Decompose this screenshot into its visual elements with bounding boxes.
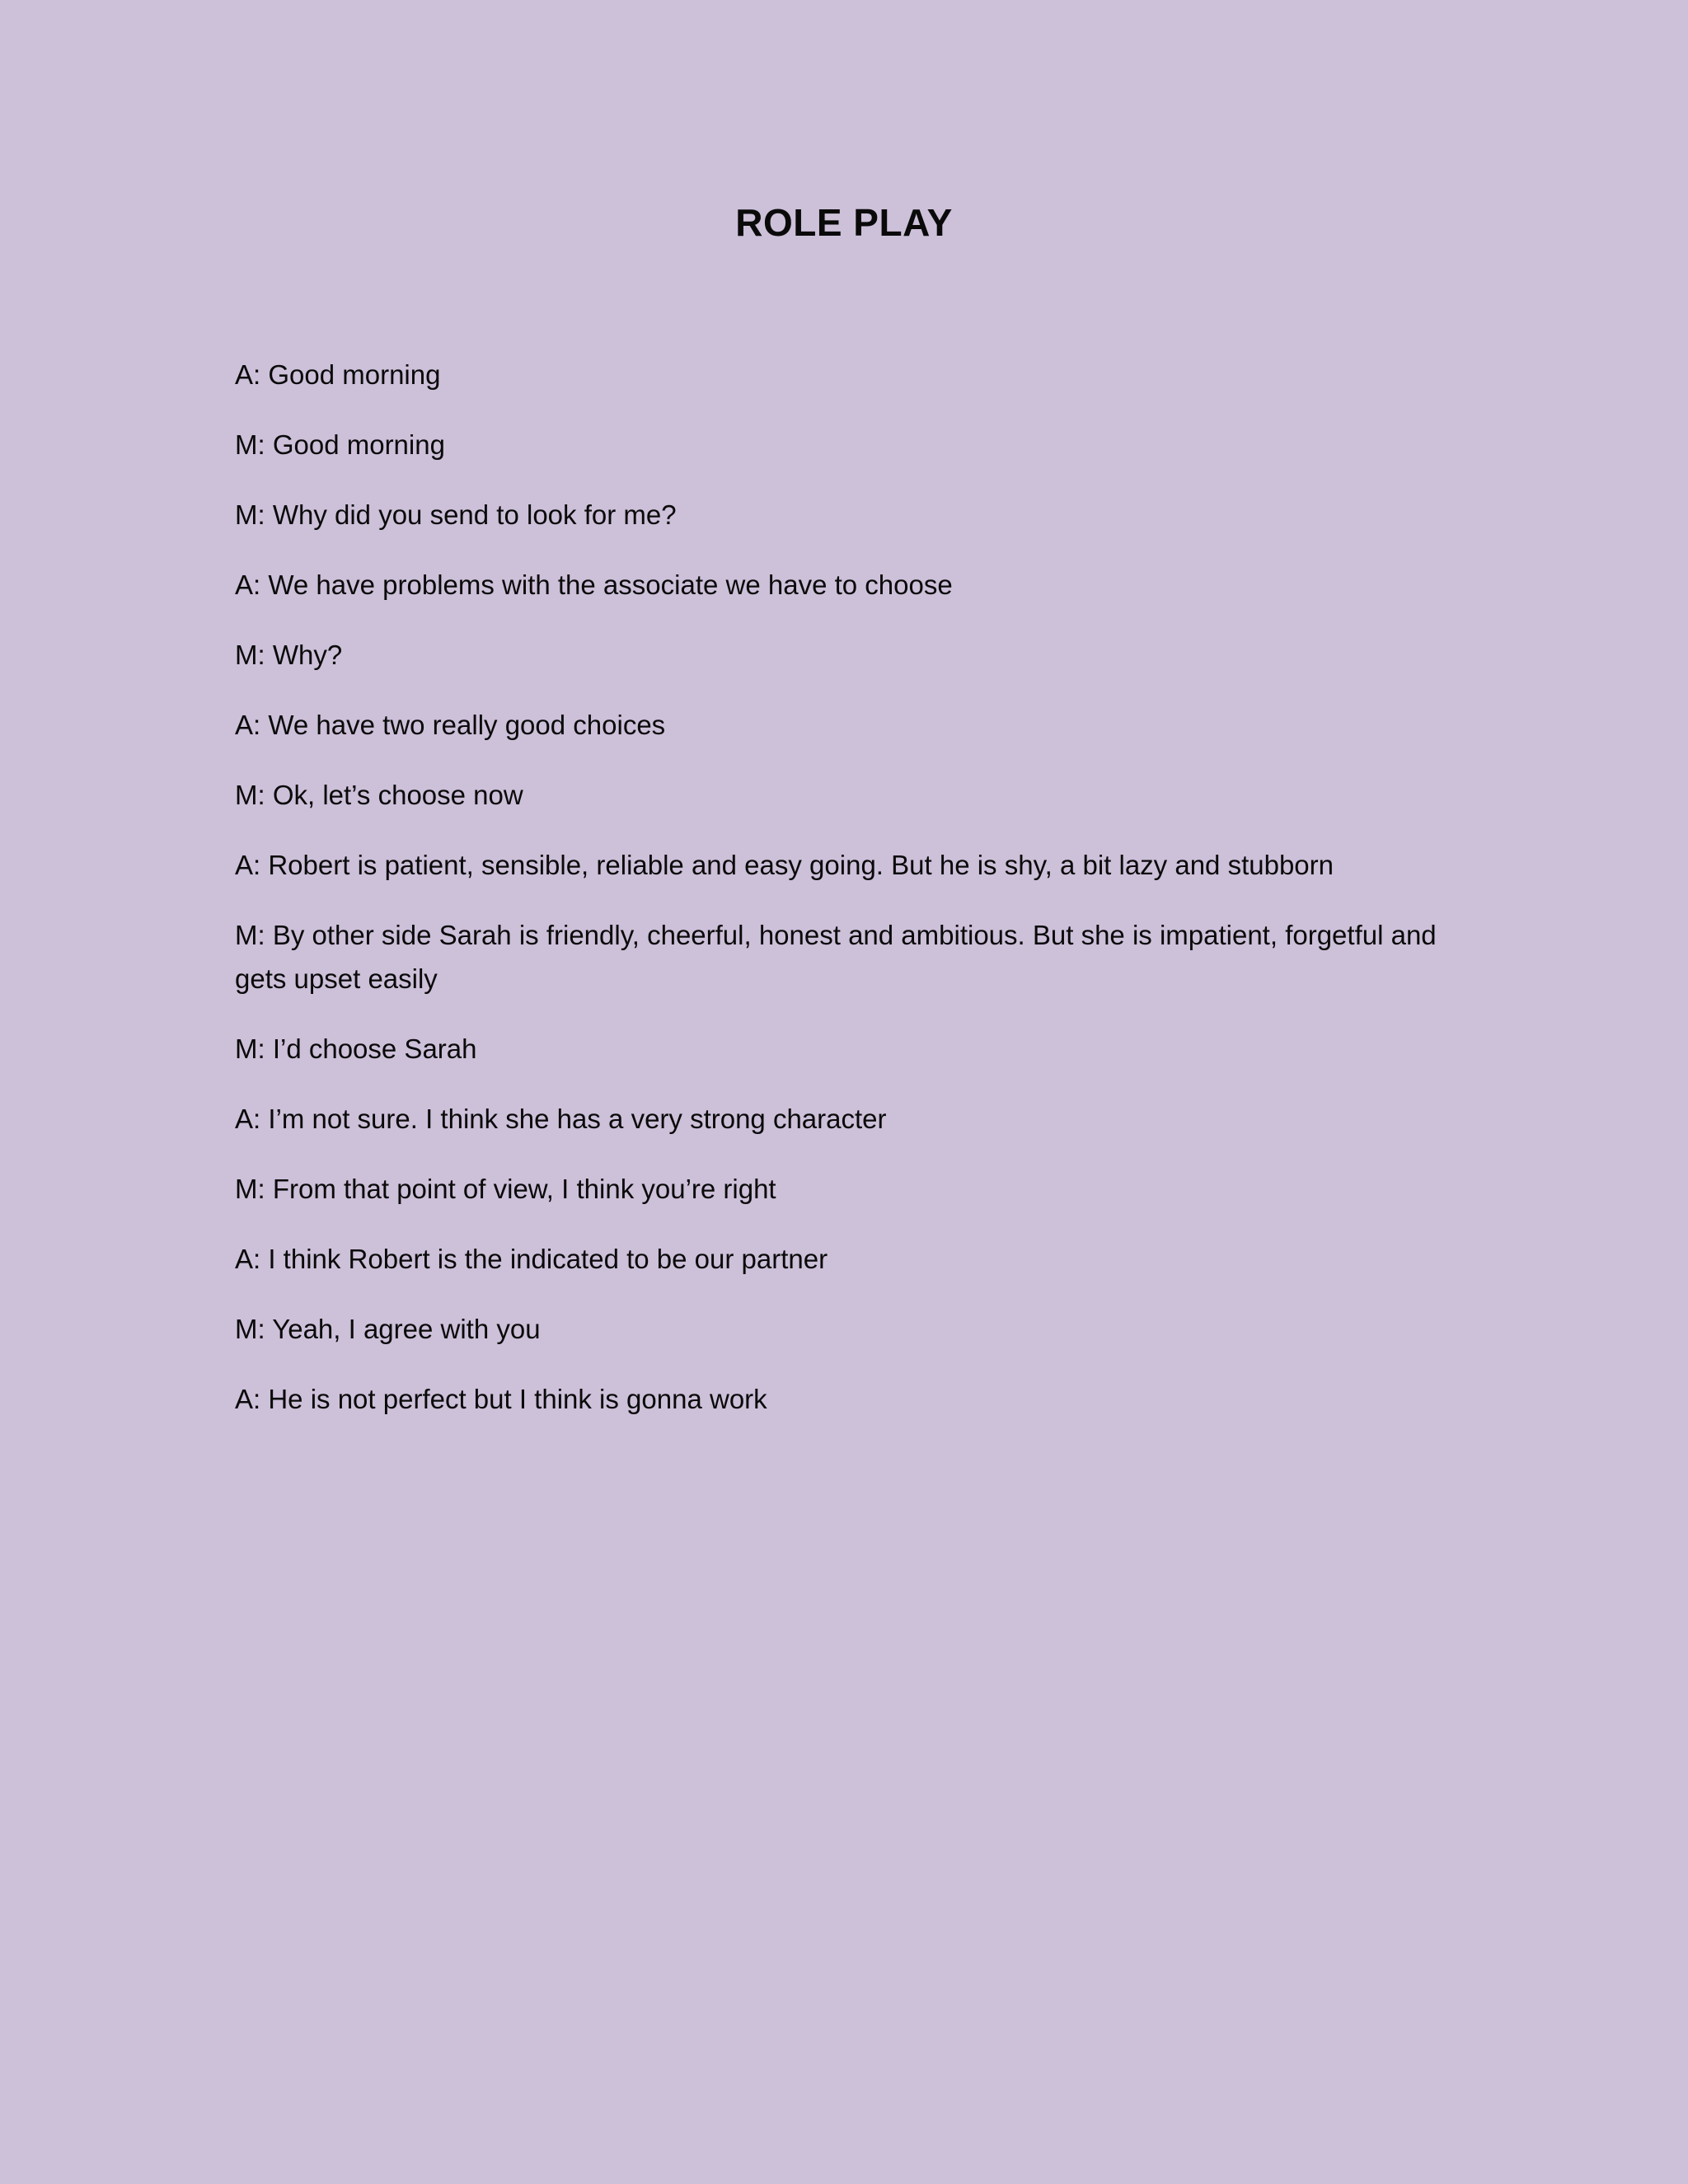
dialogue-line: A: Robert is patient, sensible, reliable and easy going. But he is shy, a bit lazy and stubborn (235, 850, 1334, 880)
dialogue-line: M: Why did you send to look for me? (235, 499, 677, 530)
dialogue-line: A: I’m not sure. I think she has a very strong character (235, 1104, 887, 1134)
dialogue-line: A: He is not perfect but I think is gonna work (235, 1384, 767, 1414)
dialogue-line: M: Good morning (235, 429, 445, 460)
dialogue-line: M: Yeah, I agree with you (235, 1314, 541, 1344)
dialogue-line: M: Why? (235, 640, 343, 670)
dialogue-line: M: I’d choose Sarah (235, 1033, 477, 1064)
page-title: ROLE PLAY (735, 201, 953, 244)
dialogue-line: M: By other side Sarah is friendly, cheerful, honest and ambitious. But she is impatient, forgetful and gets upset easily (235, 920, 1437, 994)
dialogue-line: A: Good morning (235, 359, 441, 390)
dialogue-line: M: Ok, let’s choose now (235, 780, 523, 810)
dialogue-line: M: From that point of view, I think you’re right (235, 1174, 776, 1204)
dialogue-line: A: We have problems with the associate we have to choose (235, 569, 953, 600)
dialogue-list (235, 353, 1447, 1447)
dialogue-line: A: We have two really good choices (235, 710, 666, 740)
dialogue-line: A: I think Robert is the indicated to be our partner (235, 1244, 828, 1274)
